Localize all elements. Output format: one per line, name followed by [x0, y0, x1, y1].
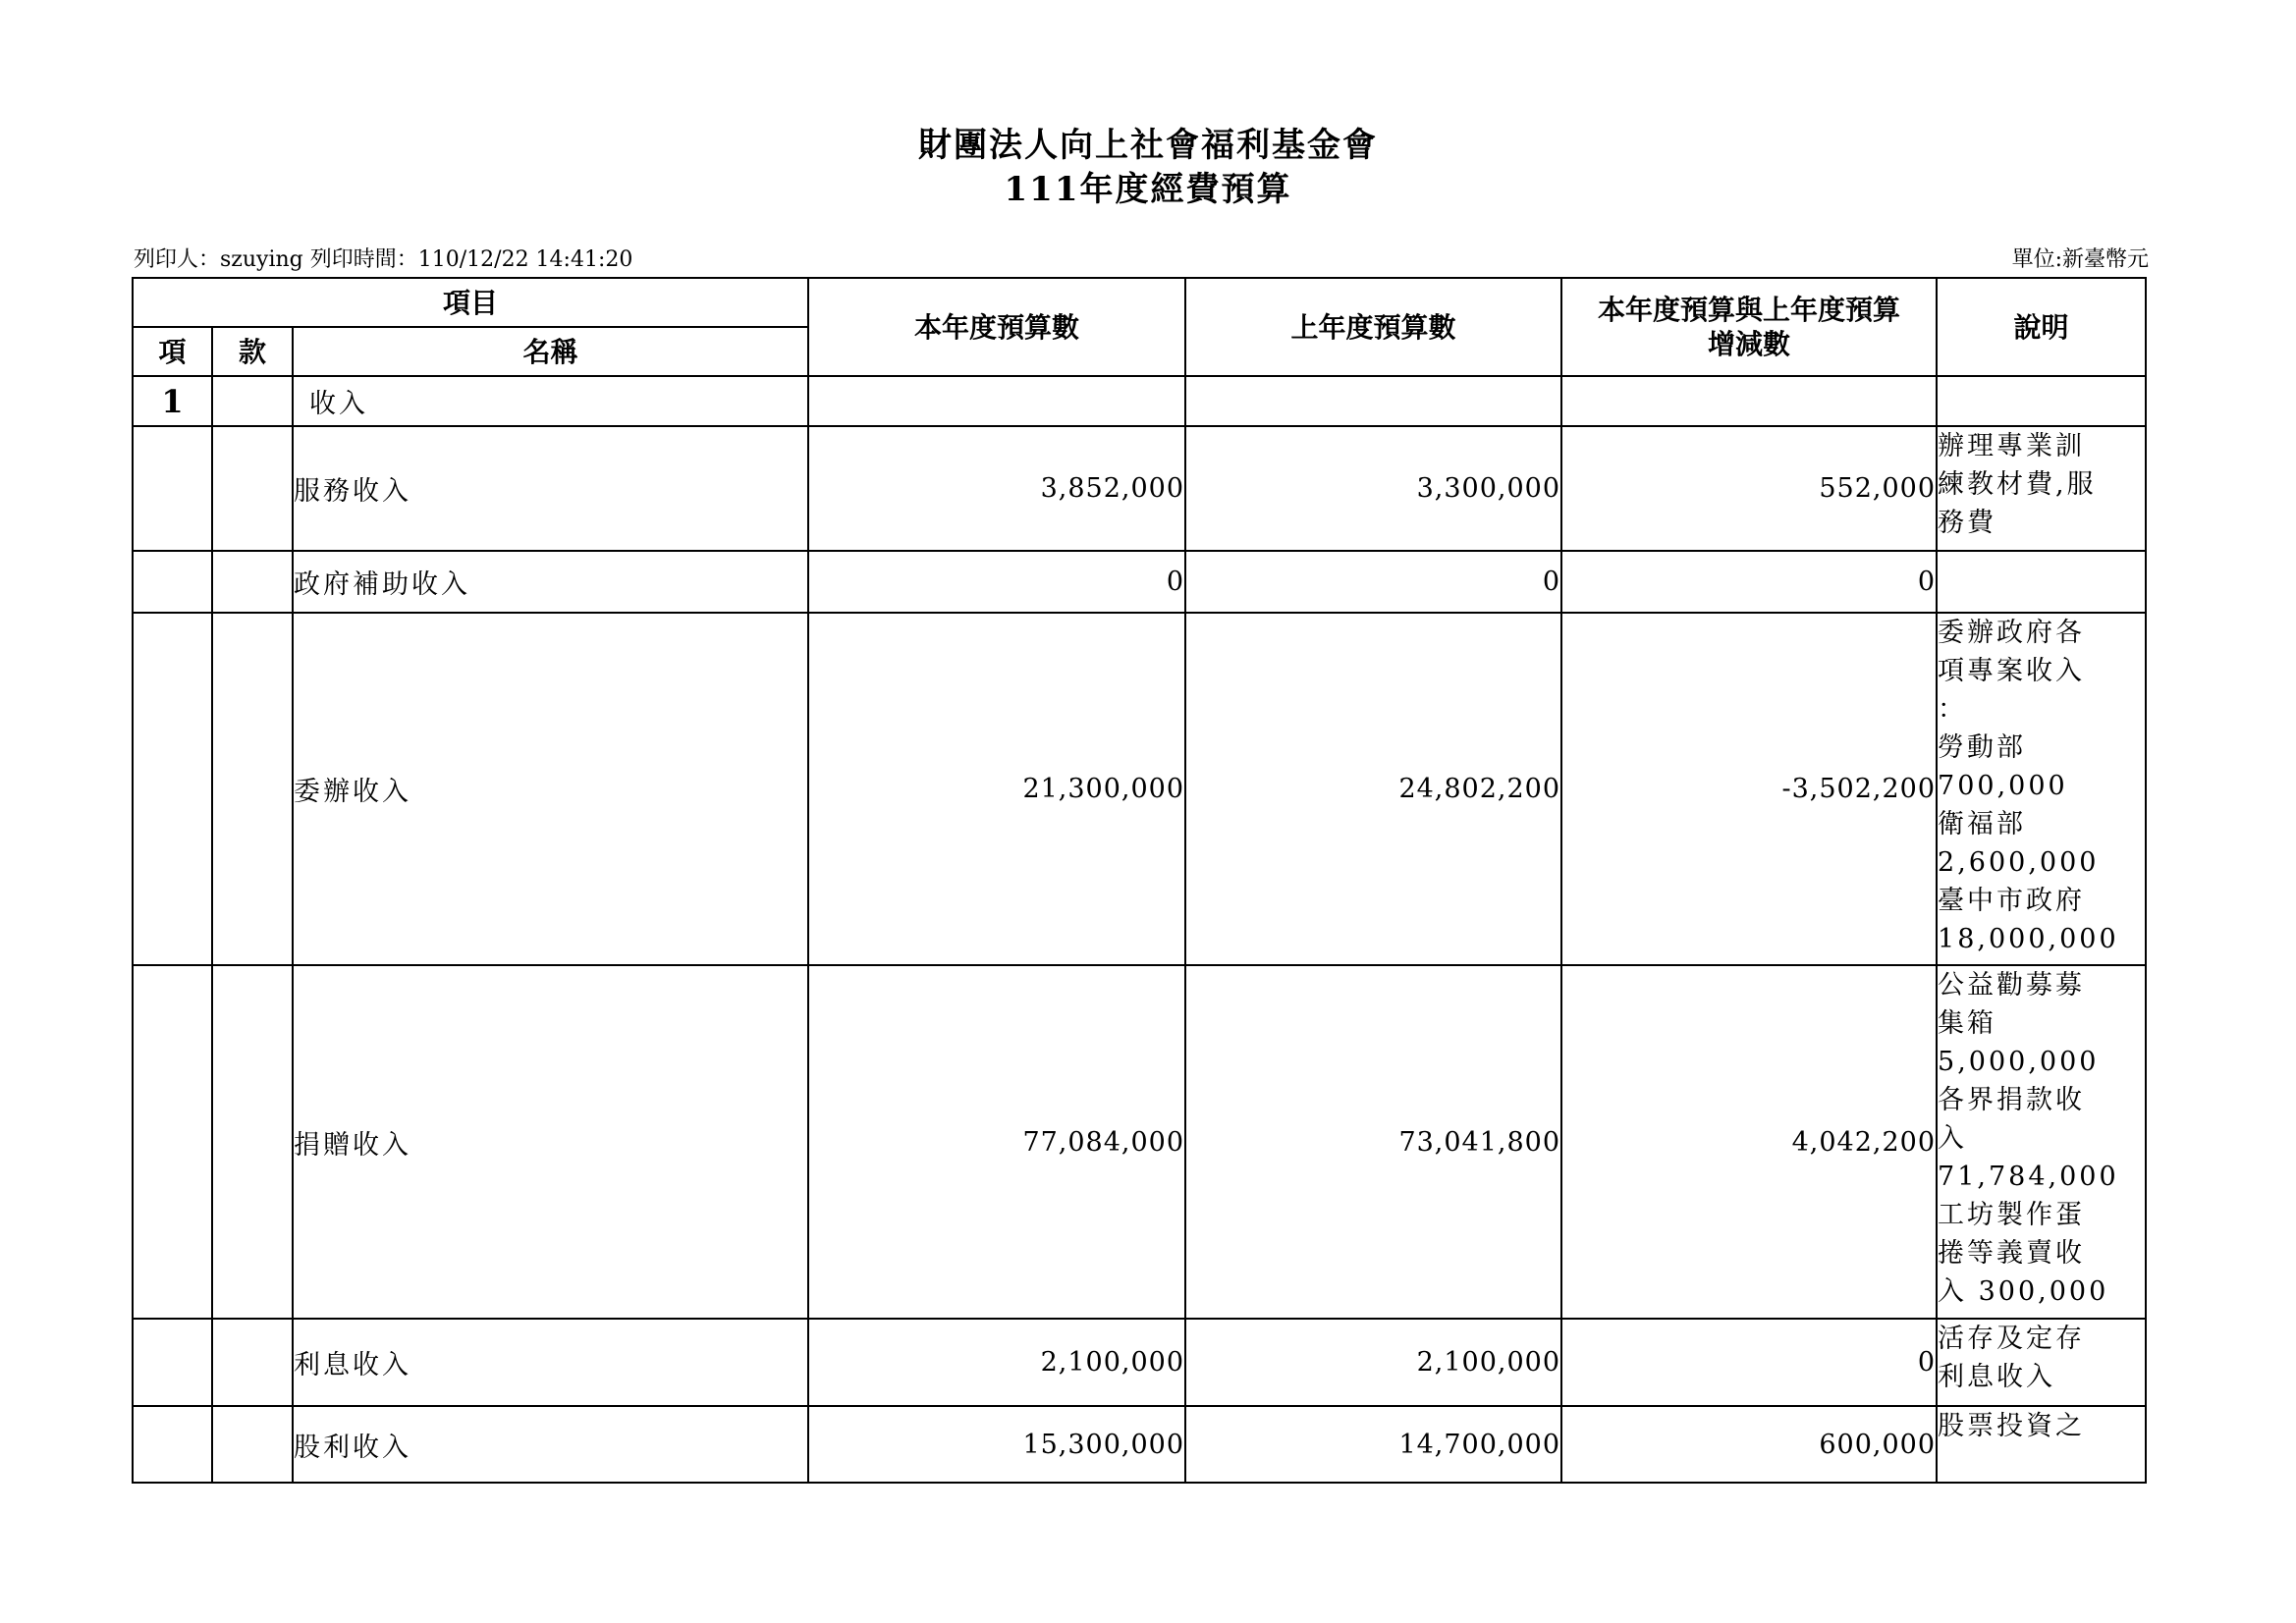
header-difference-line2: 增減數	[1708, 328, 1791, 360]
table-row	[133, 551, 2146, 613]
row-kuan	[212, 965, 293, 1319]
note-line: 工坊製作蛋	[1938, 1200, 2086, 1230]
row-note	[1937, 1406, 2146, 1483]
note-line: 委辦政府各	[1938, 618, 2086, 648]
note-line: 辦理專業訓	[1938, 431, 2086, 461]
row-difference: 4,042,200	[1561, 965, 1937, 1319]
row-name: 股利收入	[293, 1406, 808, 1483]
row-xiang	[133, 1406, 212, 1483]
row-current-budget: 15,300,000	[808, 1406, 1185, 1483]
table-row	[133, 965, 2146, 1319]
row-kuan	[212, 551, 293, 613]
table-row	[133, 1406, 2146, 1483]
note-line: 入 300,000	[1938, 1276, 2109, 1307]
row-previous-budget: 14,700,000	[1185, 1406, 1561, 1483]
row-difference: 0	[1561, 1319, 1937, 1406]
section-kuan	[212, 376, 293, 426]
row-difference: 0	[1561, 551, 1937, 613]
note-line: 利息收入	[1938, 1362, 2056, 1392]
row-xiang	[133, 551, 212, 613]
note-line: ：	[1938, 694, 1968, 725]
row-kuan	[212, 1406, 293, 1483]
row-note	[1937, 1319, 2146, 1406]
table-row	[133, 426, 2146, 551]
header-item: 項目	[133, 278, 808, 327]
row-xiang	[133, 965, 212, 1319]
section-row	[133, 376, 2146, 426]
row-note	[1937, 426, 2146, 551]
note-line: 練教材費,服	[1938, 469, 2097, 500]
note-line: 股票投資之	[1938, 1411, 2086, 1441]
table-row	[133, 613, 2146, 965]
row-kuan	[212, 613, 293, 965]
header-previous-budget: 上年度預算數	[1185, 278, 1561, 376]
note-line: 700,000	[1938, 771, 2068, 801]
row-kuan	[212, 1319, 293, 1406]
row-difference: 600,000	[1561, 1406, 1937, 1483]
row-name: 政府補助收入	[293, 551, 808, 613]
header-current-budget: 本年度預算數	[808, 278, 1185, 376]
note-line: 集箱	[1938, 1008, 1997, 1039]
row-current-budget: 0	[808, 551, 1185, 613]
row-previous-budget: 24,802,200	[1185, 613, 1561, 965]
row-note	[1937, 965, 2146, 1319]
print-info: 列印人：szuying 列印時間：110/12/22 14:41:20	[134, 247, 633, 272]
note-line: 入	[1938, 1123, 1968, 1154]
row-name: 利息收入	[293, 1319, 808, 1406]
row-previous-budget: 0	[1185, 551, 1561, 613]
row-name: 服務收入	[293, 426, 808, 551]
row-current-budget: 77,084,000	[808, 965, 1185, 1319]
note-line: 務費	[1938, 508, 1997, 538]
currency-unit: 單位:新臺幣元	[2011, 247, 2149, 272]
note-line: 2,600,000	[1938, 847, 2100, 878]
note-line: 臺中市政府	[1938, 886, 2086, 916]
header-name: 名稱	[293, 327, 808, 376]
note-line: 活存及定存	[1938, 1324, 2086, 1354]
note-line: 勞動部	[1938, 732, 2027, 763]
note-line: 公益勸募募	[1938, 970, 2086, 1001]
row-previous-budget: 3,300,000	[1185, 426, 1561, 551]
row-kuan	[212, 426, 293, 551]
row-current-budget: 21,300,000	[808, 613, 1185, 965]
row-xiang	[133, 613, 212, 965]
row-name: 委辦收入	[293, 613, 808, 965]
row-previous-budget: 73,041,800	[1185, 965, 1561, 1319]
section-index: 1	[133, 376, 212, 426]
organization-title: 財團法人向上社會福利基金會	[918, 126, 1378, 165]
note-line: 5,000,000	[1938, 1047, 2100, 1077]
header-kuan: 款	[212, 327, 293, 376]
budget-table	[132, 277, 2147, 1484]
note-line: 71,784,000	[1938, 1162, 2119, 1192]
note-line: 項專案收入	[1938, 656, 2086, 686]
row-difference: 552,000	[1561, 426, 1937, 551]
row-xiang	[133, 426, 212, 551]
note-line: 衛福部	[1938, 809, 2027, 839]
row-name: 捐贈收入	[293, 965, 808, 1319]
row-difference: -3,502,200	[1561, 613, 1937, 965]
note-line: 捲等義賣收	[1938, 1238, 2086, 1269]
row-previous-budget: 2,100,000	[1185, 1319, 1561, 1406]
row-note	[1937, 613, 2146, 965]
header-difference-line1: 本年度預算與上年度預算	[1598, 294, 1901, 326]
section-name: 收入	[293, 376, 808, 426]
note-line: 各界捐款收	[1938, 1085, 2086, 1115]
header-xiang: 項	[133, 327, 212, 376]
note-line: 18,000,000	[1938, 924, 2119, 954]
table-row	[133, 1319, 2146, 1406]
row-current-budget: 3,852,000	[808, 426, 1185, 551]
header-difference	[1561, 278, 1937, 376]
row-current-budget: 2,100,000	[808, 1319, 1185, 1406]
row-xiang	[133, 1319, 212, 1406]
row-note	[1937, 551, 2146, 613]
document-title: 111年度經費預算	[1004, 170, 1292, 209]
header-note: 說明	[1937, 278, 2146, 376]
